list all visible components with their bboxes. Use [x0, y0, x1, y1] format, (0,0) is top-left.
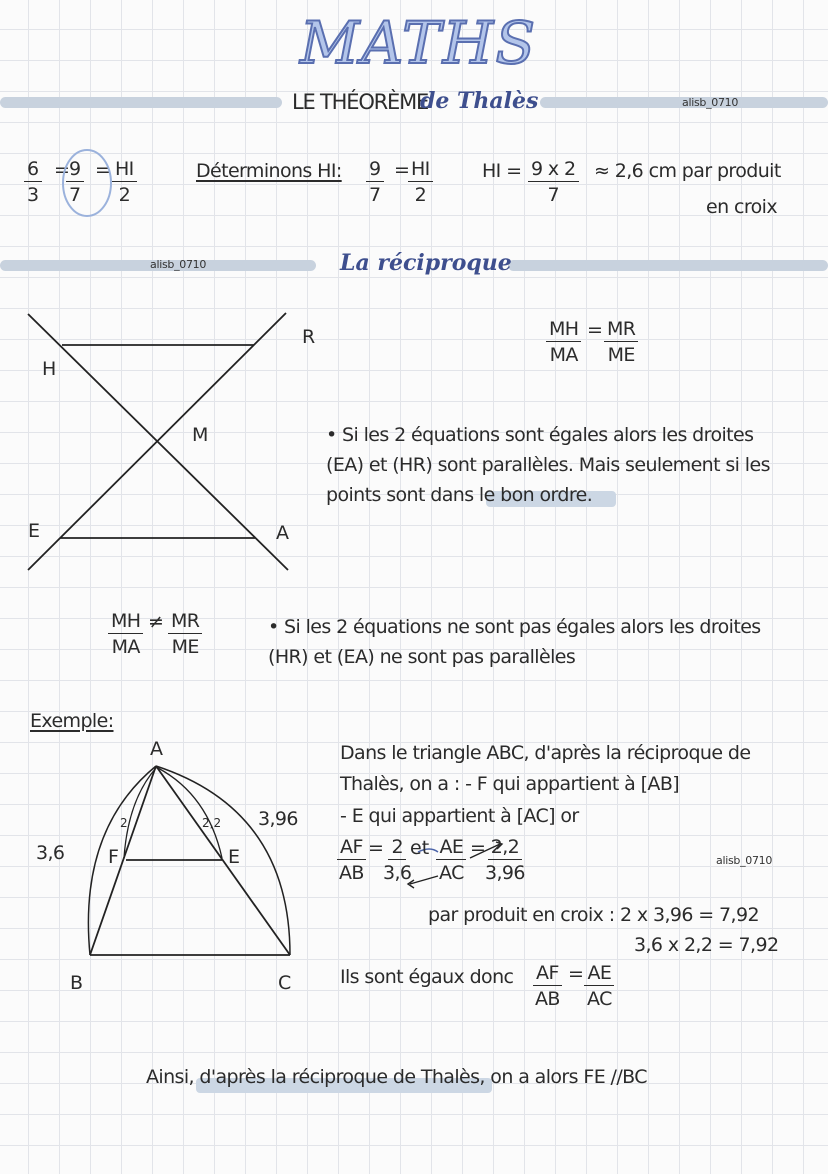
- den: 7: [369, 184, 381, 206]
- num: 9: [366, 158, 384, 182]
- tri-ac-length: 3,96: [258, 808, 298, 830]
- not-equal-line-2: (HR) et (EA) ne sont pas parallèles: [268, 646, 576, 668]
- point-h-label: H: [42, 358, 57, 380]
- den: AB: [535, 988, 560, 1010]
- tri-ae-length: 2,2: [202, 816, 222, 830]
- tri-e-label: E: [228, 846, 241, 868]
- tri-af-length: 2: [120, 816, 128, 830]
- den: MA: [111, 636, 140, 658]
- cross-product-2: 3,6 x 2,2 = 7,92: [634, 934, 779, 956]
- den: 3,96: [485, 862, 525, 884]
- equal-frac-af-ab: [532, 962, 563, 1010]
- section-title: La réciproque: [340, 250, 512, 276]
- reciprocal-line-2: (EA) et (HR) sont parallèles. Mais seulement si les: [326, 454, 770, 476]
- eq-sign: =: [95, 159, 111, 181]
- den: 2: [118, 184, 131, 206]
- et-word: et: [410, 837, 430, 859]
- subtitle-script: de Thalès: [420, 88, 539, 114]
- den: ME: [607, 344, 635, 366]
- den: 7: [547, 184, 559, 206]
- num: 2: [388, 836, 406, 860]
- example-line-3: - E qui appartient à [AC] or: [340, 805, 579, 827]
- eq-sign: =: [587, 319, 603, 341]
- ratio-af-ab: [336, 836, 367, 884]
- ratio-ae-ac: [436, 836, 467, 884]
- point-e-label: E: [28, 520, 41, 542]
- frac-mh-ma-neq: [108, 610, 143, 658]
- eq-sign: =: [54, 159, 70, 181]
- watermark-example: alisb_0710: [716, 854, 773, 867]
- tri-c-label: C: [278, 972, 292, 994]
- num: MH: [108, 610, 143, 634]
- example-line-1: Dans le triangle ABC, d'après la réciproque de: [340, 742, 751, 764]
- subtitle-main: LE THÉORÈME: [292, 90, 429, 114]
- den: 7: [69, 184, 81, 206]
- den: 3,6: [383, 862, 412, 884]
- den: AC: [587, 988, 612, 1010]
- tri-b-label: B: [70, 972, 84, 994]
- eq-sign: =: [368, 837, 384, 859]
- num: MR: [168, 610, 202, 634]
- example-line-2: Thalès, on a : - F qui appartient à [AB]: [340, 773, 680, 795]
- tri-a-label: A: [150, 738, 163, 760]
- den: ME: [171, 636, 199, 658]
- watermark-section: alisb_0710: [150, 258, 207, 271]
- point-a-label: A: [276, 522, 289, 544]
- page-title: MATHS: [300, 9, 538, 77]
- eq-sign: =: [568, 963, 584, 985]
- point-r-label: R: [302, 326, 316, 348]
- ratio-22-396: [482, 836, 528, 884]
- hi-result: ≈ 2,6 cm par produit: [594, 160, 781, 182]
- den: MA: [549, 344, 578, 366]
- num: 9 x 2: [528, 158, 579, 182]
- tri-ab-length: 3,6: [36, 842, 65, 864]
- cross-product-1: par produit en croix : 2 x 3,96 = 7,92: [428, 904, 759, 926]
- equal-prefix: Ils sont égaux donc: [340, 966, 514, 988]
- frac-mh-ma: [546, 318, 581, 366]
- num: 9: [66, 158, 84, 182]
- frac-mr-me: [604, 318, 638, 366]
- num: 2,2: [488, 836, 522, 860]
- den: AB: [339, 862, 364, 884]
- num: MH: [546, 318, 581, 342]
- eq-sign: =: [394, 159, 410, 181]
- eq-sign: =: [470, 837, 486, 859]
- num: AF: [533, 962, 562, 986]
- hi-result-2: en croix: [706, 196, 777, 218]
- den: AC: [439, 862, 464, 884]
- tri-f-label: F: [108, 846, 119, 868]
- not-equal-line-1: • Si les 2 équations ne sont pas égales alors les droites: [268, 616, 761, 638]
- frac-mr-me-neq: [168, 610, 202, 658]
- determine-label: Déterminons HI:: [196, 160, 342, 182]
- hi-prefix: HI =: [482, 160, 522, 182]
- den: 2: [414, 184, 427, 206]
- watermark-header: alisb_0710: [682, 96, 739, 109]
- num: AE: [584, 962, 614, 986]
- neq-sign: ≠: [148, 611, 164, 633]
- num: 6: [24, 158, 42, 182]
- den: 3: [27, 184, 39, 206]
- num: AF: [337, 836, 366, 860]
- example-label: Exemple:: [30, 710, 114, 732]
- conclusion-text: Ainsi, d'après la réciproque de Thalès, on a alors FE //BC: [146, 1066, 647, 1088]
- num: HI: [408, 158, 433, 182]
- num: HI: [112, 158, 137, 182]
- reciprocal-line-3: points sont dans le bon ordre.: [326, 484, 593, 506]
- reciprocal-line-1: • Si les 2 équations sont égales alors les droites: [326, 424, 754, 446]
- highlight-circle: [63, 150, 111, 216]
- num: MR: [604, 318, 638, 342]
- num: AE: [436, 836, 466, 860]
- equal-frac-ae-ac: [584, 962, 615, 1010]
- point-m-label: M: [192, 424, 209, 446]
